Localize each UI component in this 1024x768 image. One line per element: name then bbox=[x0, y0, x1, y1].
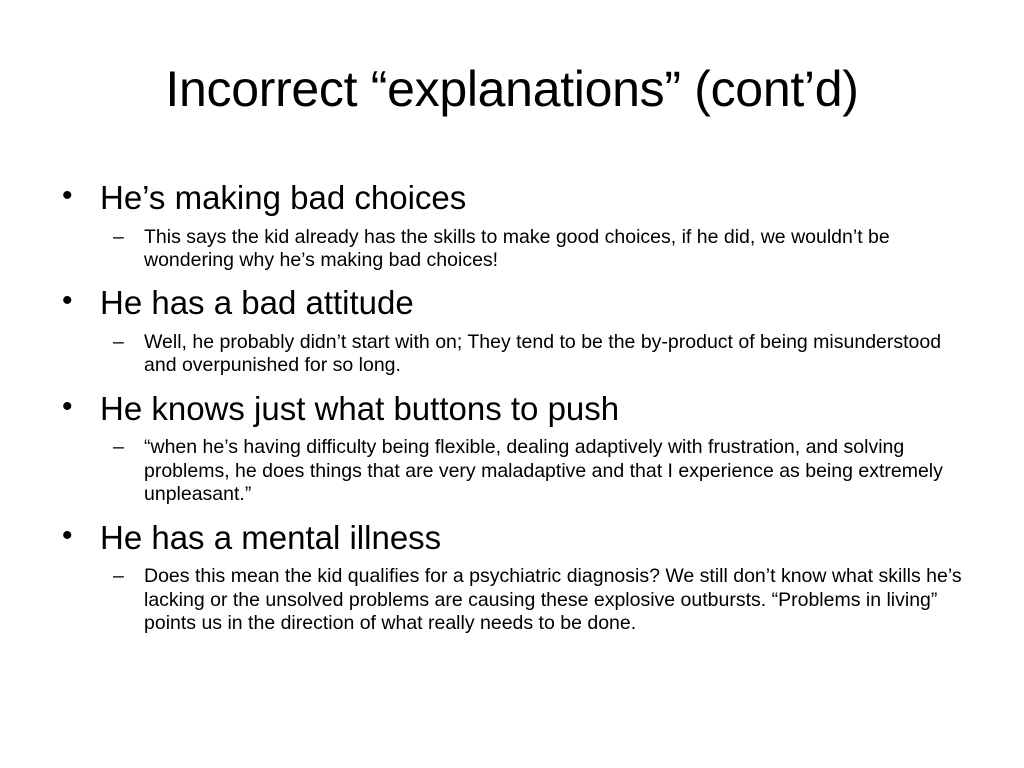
bullet-item bbox=[56, 178, 976, 218]
bullet-text: He has a bad attitude bbox=[100, 284, 414, 322]
bullet-item bbox=[56, 389, 976, 429]
slide-title: Incorrect “explanations” (cont’d) bbox=[165, 61, 859, 117]
sub-bullet-text: Well, he probably didn’t start with on; They tend to be the by-product of being misunderstood and overpunished for so long. bbox=[144, 330, 942, 377]
dash-icon: – bbox=[113, 330, 124, 353]
bullet-list bbox=[56, 178, 976, 646]
sub-bullet-item bbox=[56, 565, 976, 635]
bullet-item bbox=[56, 518, 976, 558]
sub-bullet-item bbox=[56, 226, 976, 273]
sub-bullet-text: Does this mean the kid qualifies for a psychiatric diagnosis? We still don’t know what skills he’s lacking or the unsolved problems are causing these explosive outbursts. “Problems in living” points us in the direction of what really needs to be done. bbox=[144, 565, 962, 634]
dash-icon: – bbox=[113, 436, 124, 459]
dash-icon: – bbox=[113, 225, 124, 248]
sub-bullet-item bbox=[56, 331, 976, 378]
dash-icon: – bbox=[113, 565, 124, 588]
bullet-text: He’s making bad choices bbox=[100, 179, 467, 216]
bullet-dot-icon: • bbox=[62, 389, 73, 423]
sub-bullet-item bbox=[56, 436, 976, 506]
sub-bullet-text: This says the kid already has the skills to make good choices, if he did, we wouldn’t be wondering why he’s making bad choices! bbox=[144, 225, 890, 271]
sub-bullet-text: “when he’s having difficulty being flexible, dealing adaptively with frustration, and solving problems, he does things that are very maladaptive and that I experience as being extremely unpleasant.” bbox=[144, 436, 943, 506]
bullet-item bbox=[56, 283, 976, 323]
bullet-dot-icon: • bbox=[62, 518, 73, 552]
bullet-text: He has a mental illness bbox=[100, 518, 442, 556]
bullet-dot-icon: • bbox=[62, 179, 73, 212]
bullet-dot-icon: • bbox=[62, 284, 73, 318]
bullet-text: He knows just what buttons to push bbox=[100, 389, 620, 427]
